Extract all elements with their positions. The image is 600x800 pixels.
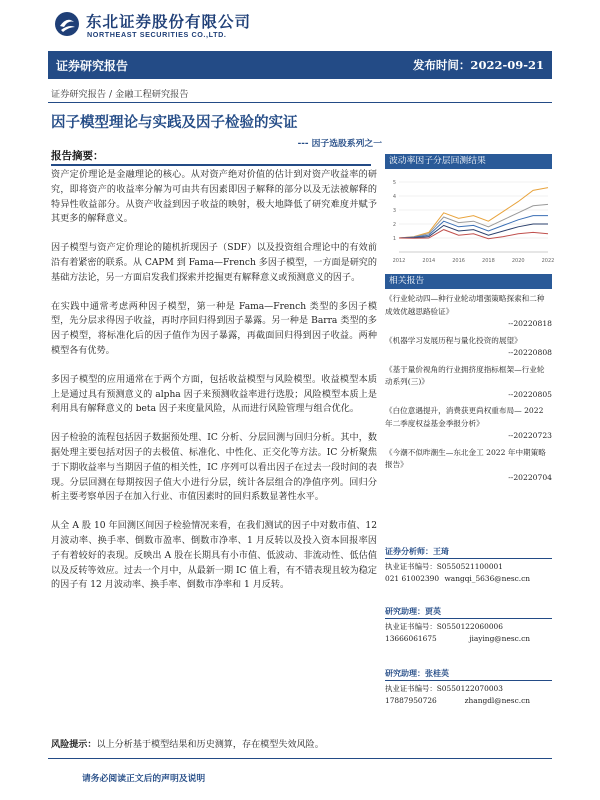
chart-panel xyxy=(385,154,555,266)
x-tick-label: 2016 xyxy=(452,258,465,264)
analyst-name: 研究助理：张桂英 xyxy=(385,667,552,681)
analyst-cert: 执业证书编号：S0550521100001 xyxy=(385,562,503,571)
analyst-phone: 17887950726 xyxy=(385,696,437,705)
analyst-name: 证券分析师：王琦 xyxy=(385,545,552,559)
x-tick-label: 2022 xyxy=(541,258,555,264)
risk-label: 风险提示： xyxy=(51,739,97,750)
related-report-item[interactable] xyxy=(385,364,552,402)
abstract-paragraph: 在实践中通常考虑两种因子模型，第一种是 Fama—French 类型的多因子模型，先分层求得因子收益，再时序回归得到因子暴露。另一种是 Barra 类型的多因子模型，将标准化后的因子值作为因子暴露，再截面回归得到因子收益。两种模型各有优势。 xyxy=(51,301,377,356)
y-tick-label: 1 xyxy=(392,236,396,242)
analyst-email[interactable]: zhangdl@nesc.cn xyxy=(464,696,530,705)
series-line-1 xyxy=(399,188,548,238)
abstract-paragraph: 从全 A 股 10 年回测区间因子检验情况来看，在我们测试的因子中对数市值、12 月波动率、换手率、倒数市盈率、倒数市净率、1 月反转以及投入资本回报率因子有着较好的表现。反映出 A 股在长期具有小市值、低波动、非流动性、低估值以及反转等效应。过去一个月中，从最新一期 IC 值上看，有不错表现且较为稳定的因子有 12 月波动率、换手率、倒数市净率和 1 月反转。 xyxy=(51,521,377,591)
analyst-block xyxy=(385,545,552,585)
related-report-title[interactable]: 《行业轮动四—种行业轮动增强策略探索和二种成效优越思路验证》 xyxy=(385,294,545,316)
analyst-cert: 执业证书编号：S0550122060006 xyxy=(385,622,503,631)
related-report-date: --20220808 xyxy=(508,348,552,357)
footer-disclaimer: 请务必阅读正文后的声明及说明 xyxy=(82,774,206,784)
publish-date: 发布时间：2022-09-21 xyxy=(412,58,544,72)
x-tick-label: 2018 xyxy=(482,258,495,264)
risk-warning xyxy=(51,737,381,750)
report-type-label: 证券研究报告 xyxy=(56,59,129,73)
analyst-email[interactable]: jiaying@nesc.cn xyxy=(469,634,530,643)
analyst-phone: 13666061675 xyxy=(385,634,437,643)
related-report-item[interactable] xyxy=(385,405,552,443)
breadcrumb: 证券研究报告 / 金融工程研究报告 xyxy=(51,89,189,100)
report-type-bar xyxy=(48,51,552,79)
footer-divider xyxy=(48,758,552,759)
y-tick-label: 5 xyxy=(392,180,396,186)
chart-panel-title: 波动率因子分层回测结果 xyxy=(385,154,552,169)
related-report-item[interactable] xyxy=(385,293,552,331)
company-name-cn: 东北证券股份有限公司 xyxy=(86,13,252,31)
y-tick-label: 4 xyxy=(392,194,396,200)
company-logo xyxy=(54,10,294,40)
company-name-en: NORTHEAST SECURITIES CO.,LTD. xyxy=(87,30,227,39)
analyst-phone: 021 61002390 xyxy=(385,574,440,583)
report-title: 因子模型理论与实践及因子检验的实证 xyxy=(51,114,298,131)
related-report-title[interactable]: 《基于量价视角的行业拥挤度指标框架—行业轮动系列(三)》 xyxy=(385,364,545,386)
x-tick-label: 2020 xyxy=(511,258,525,264)
abstract-header xyxy=(51,148,371,164)
related-report-item[interactable] xyxy=(385,335,552,360)
related-reports xyxy=(385,274,552,488)
abstract-paragraph: 多因子模型的应用通常在于两个方面，包括收益模型与风险模型。收益模型本质上是通过具有预测意义的 alpha 因子来预测收益率进行选股；风险模型本质上是利用具有解释意义的 beta 因子来度量风险，从而进行风险管理与组合优化。 xyxy=(51,374,377,415)
related-report-date: --20220818 xyxy=(508,319,552,328)
divider xyxy=(48,102,552,103)
abstract-label: 报告摘要： xyxy=(51,150,104,162)
analyst-email[interactable]: wangqi_5636@nesc.cn xyxy=(444,574,530,583)
related-report-title[interactable]: 《机器学习发展历程与量化投资的展望》 xyxy=(385,335,522,345)
related-report-title[interactable]: 《白位意遇提升，消费获更尚权重布局— 2022 年二季度权益基金季报分析》 xyxy=(385,406,544,428)
abstract-paragraph: 因子模型与资产定价理论的随机折现因子（SDF）以及投资组合理论中的有效前沿有着紧密的联系。从 CAPM 到 Fama—French 多因子模型，一方面是研究的基础方法论，另一方面启发我们探索并挖掘更有解释意义或预测意义的因子。 xyxy=(51,243,377,283)
analyst-block xyxy=(385,605,552,645)
abstract-paragraph: 资产定价理论是金融理论的核心。从对资产绝对价值的估计到对资产收益率的研究，即将资产的收益率分解为可由共有因素即因子解释的部分以及无法被解释的特异性收益部分。从资产收益到因子收益的映射，极大地降低了研究难度并赋予其更多的解释意义。 xyxy=(51,170,377,225)
analyst-name: 研究助理：贾英 xyxy=(385,605,552,619)
abstract-paragraph: 因子检验的流程包括因子数据预处理、IC 分析、分层回测与回归分析。其中，数据处理主要包括对因子的去极值、标准化、中性化、正交化等方法。IC 分析聚焦于下期收益率与当期因子值的相关性，IC 序列可以看出因子在过去一段时间的表现。分层回测在每期按因子值大小进行分层，统计各层组合的净值序列。回归分析主要考察单因子在加入行业、市值因素时的回归系数显著性水平。 xyxy=(51,433,377,503)
y-tick-label: 3 xyxy=(392,208,396,214)
related-report-date: --20220704 xyxy=(508,472,552,482)
company-logo-icon xyxy=(54,11,80,37)
abstract-underline xyxy=(51,164,371,166)
report-subtitle: --- 因子选股系列之一 xyxy=(297,139,382,149)
x-tick-label: 2012 xyxy=(392,258,406,264)
abstract-body xyxy=(51,168,377,607)
layer-backtest-chart xyxy=(385,171,555,266)
related-report-title[interactable]: 《今潮不似昨潮生—东北金工 2022 年中期策略报告》 xyxy=(385,447,546,469)
related-report-date: --20220723 xyxy=(508,431,552,440)
x-tick-label: 2014 xyxy=(422,258,436,264)
analyst-block xyxy=(385,667,552,707)
related-report-item[interactable] xyxy=(385,447,552,485)
analyst-cert: 执业证书编号：S0550122070003 xyxy=(385,684,503,693)
related-reports-title: 相关报告 xyxy=(385,274,552,289)
related-report-date: --20220805 xyxy=(508,389,552,399)
y-tick-label: 2 xyxy=(392,222,396,228)
risk-text: 以上分析基于模型结果和历史测算，存在模型失效风险。 xyxy=(96,740,324,750)
